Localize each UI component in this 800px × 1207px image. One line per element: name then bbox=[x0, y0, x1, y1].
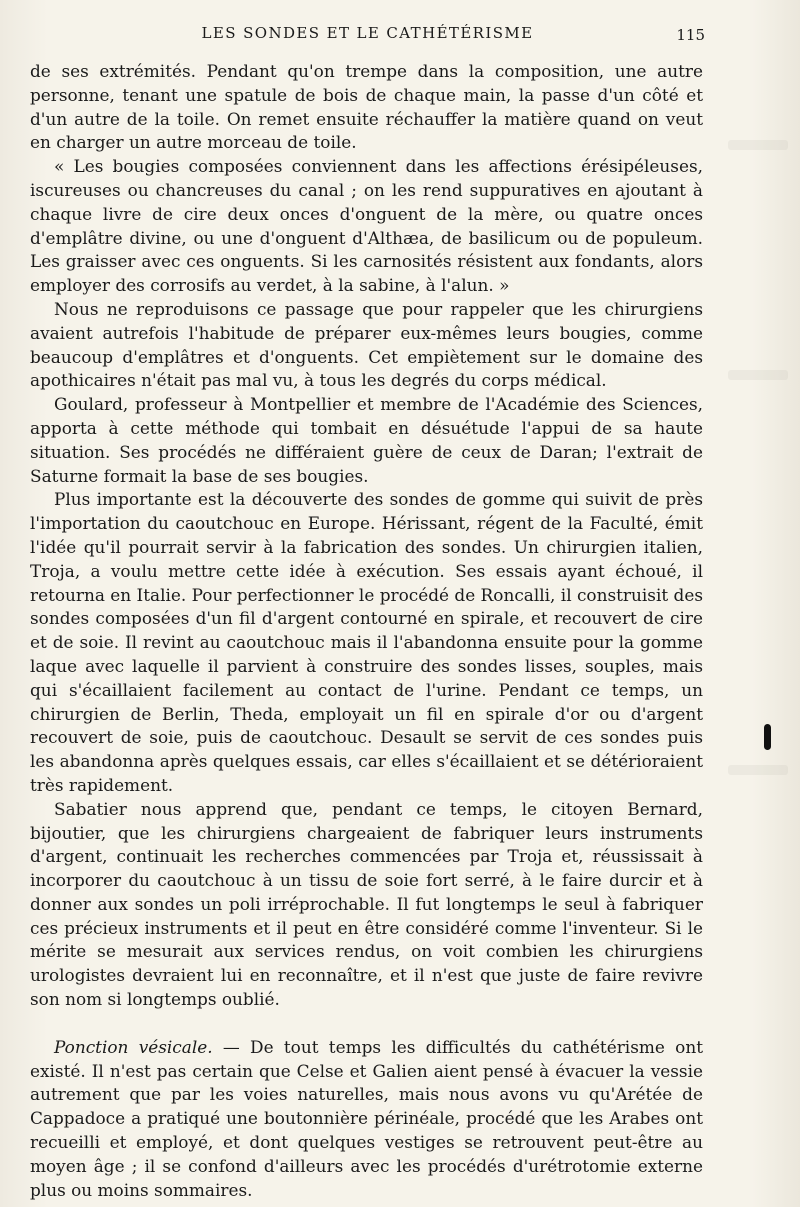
paragraph-2: « Les bougies composées conviennent dans les affections érésipéleuses, iscureuses ou chancreuses du canal ; on les rend suppuratives en ajoutant à chaque livre de cire deux onces d'onguent de la mère, ou quatre onces d'emplâtre divine, ou une d'onguent d'Althæa, de basilicum ou de populeum. Les graisser avec ces onguents. Si les carnosités résistent aux fondants, alors employer des corrosifs au verdet, à la sabine, à l'alun. » bbox=[30, 156, 703, 296]
paragraph-7-text: — De tout temps les difficultés du cathétérisme ont existé. Il n'est pas certain que Celse et Galien aient pensé à évacuer la vessie autrement que par les voies naturelles, mais nous avons vu qu'Arétée de Cappadoce a pratiqué une boutonnière périnéale, procédé que les Arabes ont recueilli et employé, et dont quelques vestiges se retrouvent peut-être au moyen âge ; il se confond d'ailleurs avec les procédés d'urétrotomie externe plus ou moins sommaires. bbox=[30, 1036, 703, 1200]
paragraph-4: Goulard, professeur à Montpellier et membre de l'Académie des Sciences, apporta à cette méthode qui tombait en désuétude l'appui de sa haute situation. Ses procédés ne différaient guère de ceux de Daran; l'extrait de Saturne formait la base de ses bougies. bbox=[30, 394, 703, 486]
paragraph-3: Nous ne reproduisons ce passage que pour rappeler que les chirurgiens avaient autrefois l'habitude de préparer eux-mêmes leurs bougies, comme beaucoup d'emplâtres et d'onguents. Cet empiètement sur le domaine des apothicaires n'était pas mal vu, à tous les degrés du corps médical. bbox=[30, 298, 703, 391]
body-text bbox=[30, 60, 703, 1202]
paragraph-5: Plus importante est la découverte des sondes de gomme qui suivit de près l'importation du caoutchouc en Europe. Hérissant, régent de la Faculté, émit l'idée qu'il pourrait servir à la fabrication des sondes. Un chirurgien italien, Troja, a voulu mettre cette idée à exécution. Ses essais ayant échoué, il retourna en Italie. Pour perfectionner le procédé de Roncalli, il construisit des sondes composées d'un fil d'argent contourné en spirale, et recouvert de cire et de soie. Il revint au caoutchouc mais il l'abandonna ensuite pour la gomme laque avec laquelle il parvient à construire des sondes lisses, souples, mais qui s'écaillaient facilement au contact de l'urine. Pendant ce temps, un chirurgien de Berlin, Theda, employait un fil en spirale d'or ou d'argent recouvert de soie, puis de caoutchouc. Desault se servit de ces sondes puis les abandonna après quelques essais, car elles s'écaillaient et se détérioraient très rapidement. bbox=[30, 489, 703, 795]
paragraph-7 bbox=[30, 1036, 703, 1203]
show-through-smudge bbox=[728, 140, 788, 150]
show-through-smudge bbox=[728, 370, 788, 380]
section-heading-ponction-vesicale: Ponction vésicale. bbox=[54, 1036, 213, 1057]
show-through-smudge bbox=[728, 765, 788, 775]
margin-ink-mark bbox=[764, 724, 771, 750]
paragraph-1: de ses extrémités. Pendant qu'on trempe dans la composition, une autre personne, tenant une spatule de bois de chaque main, la passe d'un côté et d'un autre de la toile. On remet ensuite réchauffer la matière quand on veut en charger un autre morceau de toile. bbox=[30, 61, 703, 153]
running-head bbox=[30, 24, 705, 46]
paragraph-6: Sabatier nous apprend que, pendant ce temps, le citoyen Bernard, bijoutier, que les chirurgiens chargeaient de fabriquer leurs instruments d'argent, continuait les recherches commencées par Troja et, réussissait à incorporer du caoutchouc à un tissu de soie fort serré, à le faire durcir et à donner aux sondes un poli irréprochable. Il fut longtemps le seul à fabriquer ces précieux instruments et il peut en être considéré comme l'inventeur. Si le mérite se mesurait aux services rendus, on voit combien les chirurgiens urologistes devraient lui en reconnaître, et il n'est que juste de faire revivre son nom si longtemps oublié. bbox=[30, 798, 703, 1010]
page-number: 115 bbox=[676, 26, 705, 44]
running-title: LES SONDES ET LE CATHÉTÉRISME bbox=[201, 24, 534, 42]
